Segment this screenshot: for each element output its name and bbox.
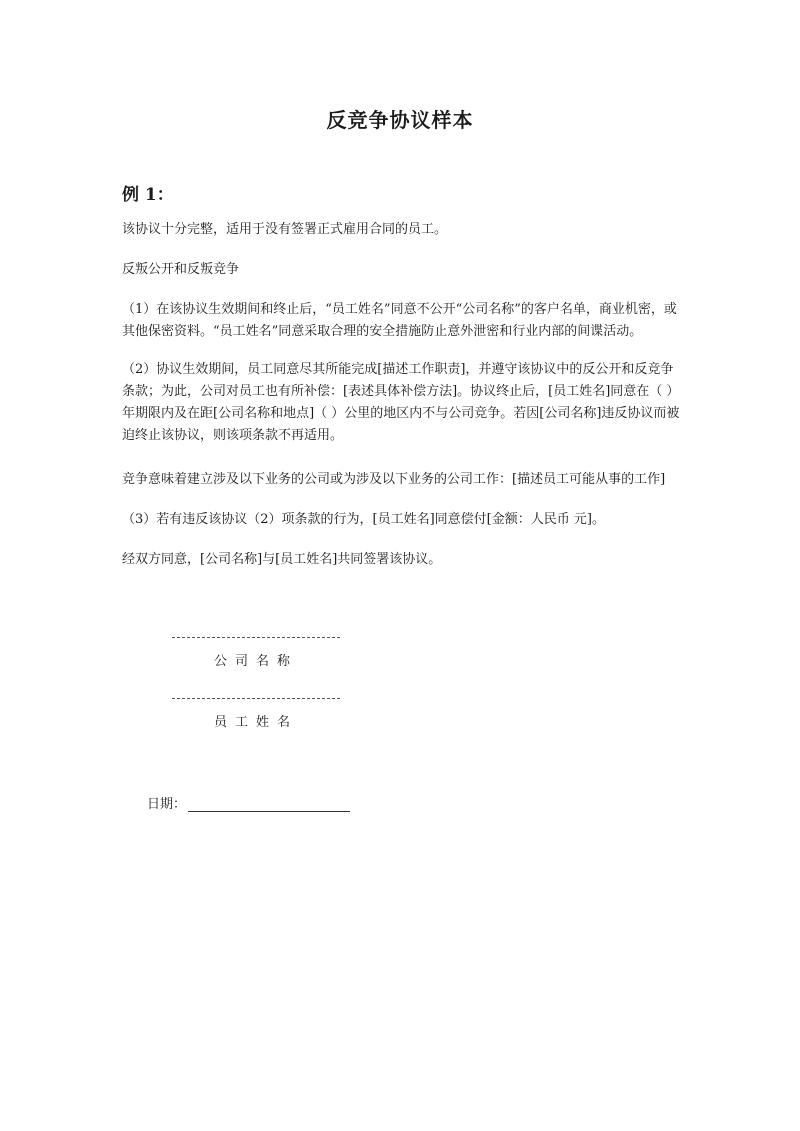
employee-signature-line <box>172 698 340 699</box>
example-heading: 例 1： <box>122 185 174 205</box>
date-blank-line <box>188 797 350 812</box>
section-title: 反叛公开和反叛竞争 <box>122 262 240 277</box>
document-title: 反竞争协议样本 <box>326 108 474 132</box>
date-label: 日期： <box>147 797 187 812</box>
clause-2: （2）协议生效期间，员工同意尽其所能完成[描述工作职责]，并遵守该协议中的反公开和反竞争条款；为此，公司对员工也有所补偿：[表述具体补偿方法]。协议终止后，[员工姓名]同意在（ ）年期限内及在距[公司名称和地点]（ ）公里的地区内不与公司竞争。若因[公司名称]违反协议而被迫终止该协议，则该项条款不再适用。 <box>122 362 680 443</box>
intro-paragraph: 该协议十分完整，适用于没有签署正式雇用合同的员工。 <box>122 222 448 237</box>
company-signature-line <box>172 637 340 638</box>
competition-definition: 竞争意味着建立涉及以下业务的公司或为涉及以下业务的公司工作：[描述员工可能从事的工作] <box>122 472 666 487</box>
agreement-statement: 经双方同意，[公司名称]与[员工姓名]共同签署该协议。 <box>122 552 442 567</box>
date-row <box>147 793 350 812</box>
employee-signature-label: 员工姓名 <box>213 715 298 730</box>
clause-3: （3）若有违反该协议（2）项条款的行为，[员工姓名]同意偿付[金额：人民币 元]。 <box>122 512 605 527</box>
company-signature-label: 公司名称 <box>213 654 298 669</box>
clause-1: （1）在该协议生效期间和终止后，“员工姓名”同意不公开“公司名称”的客户名单，商业机密，或其他保密资料。“员工姓名”同意采取合理的安全措施防止意外泄密和行业内部的间谍活动。 <box>122 302 677 339</box>
